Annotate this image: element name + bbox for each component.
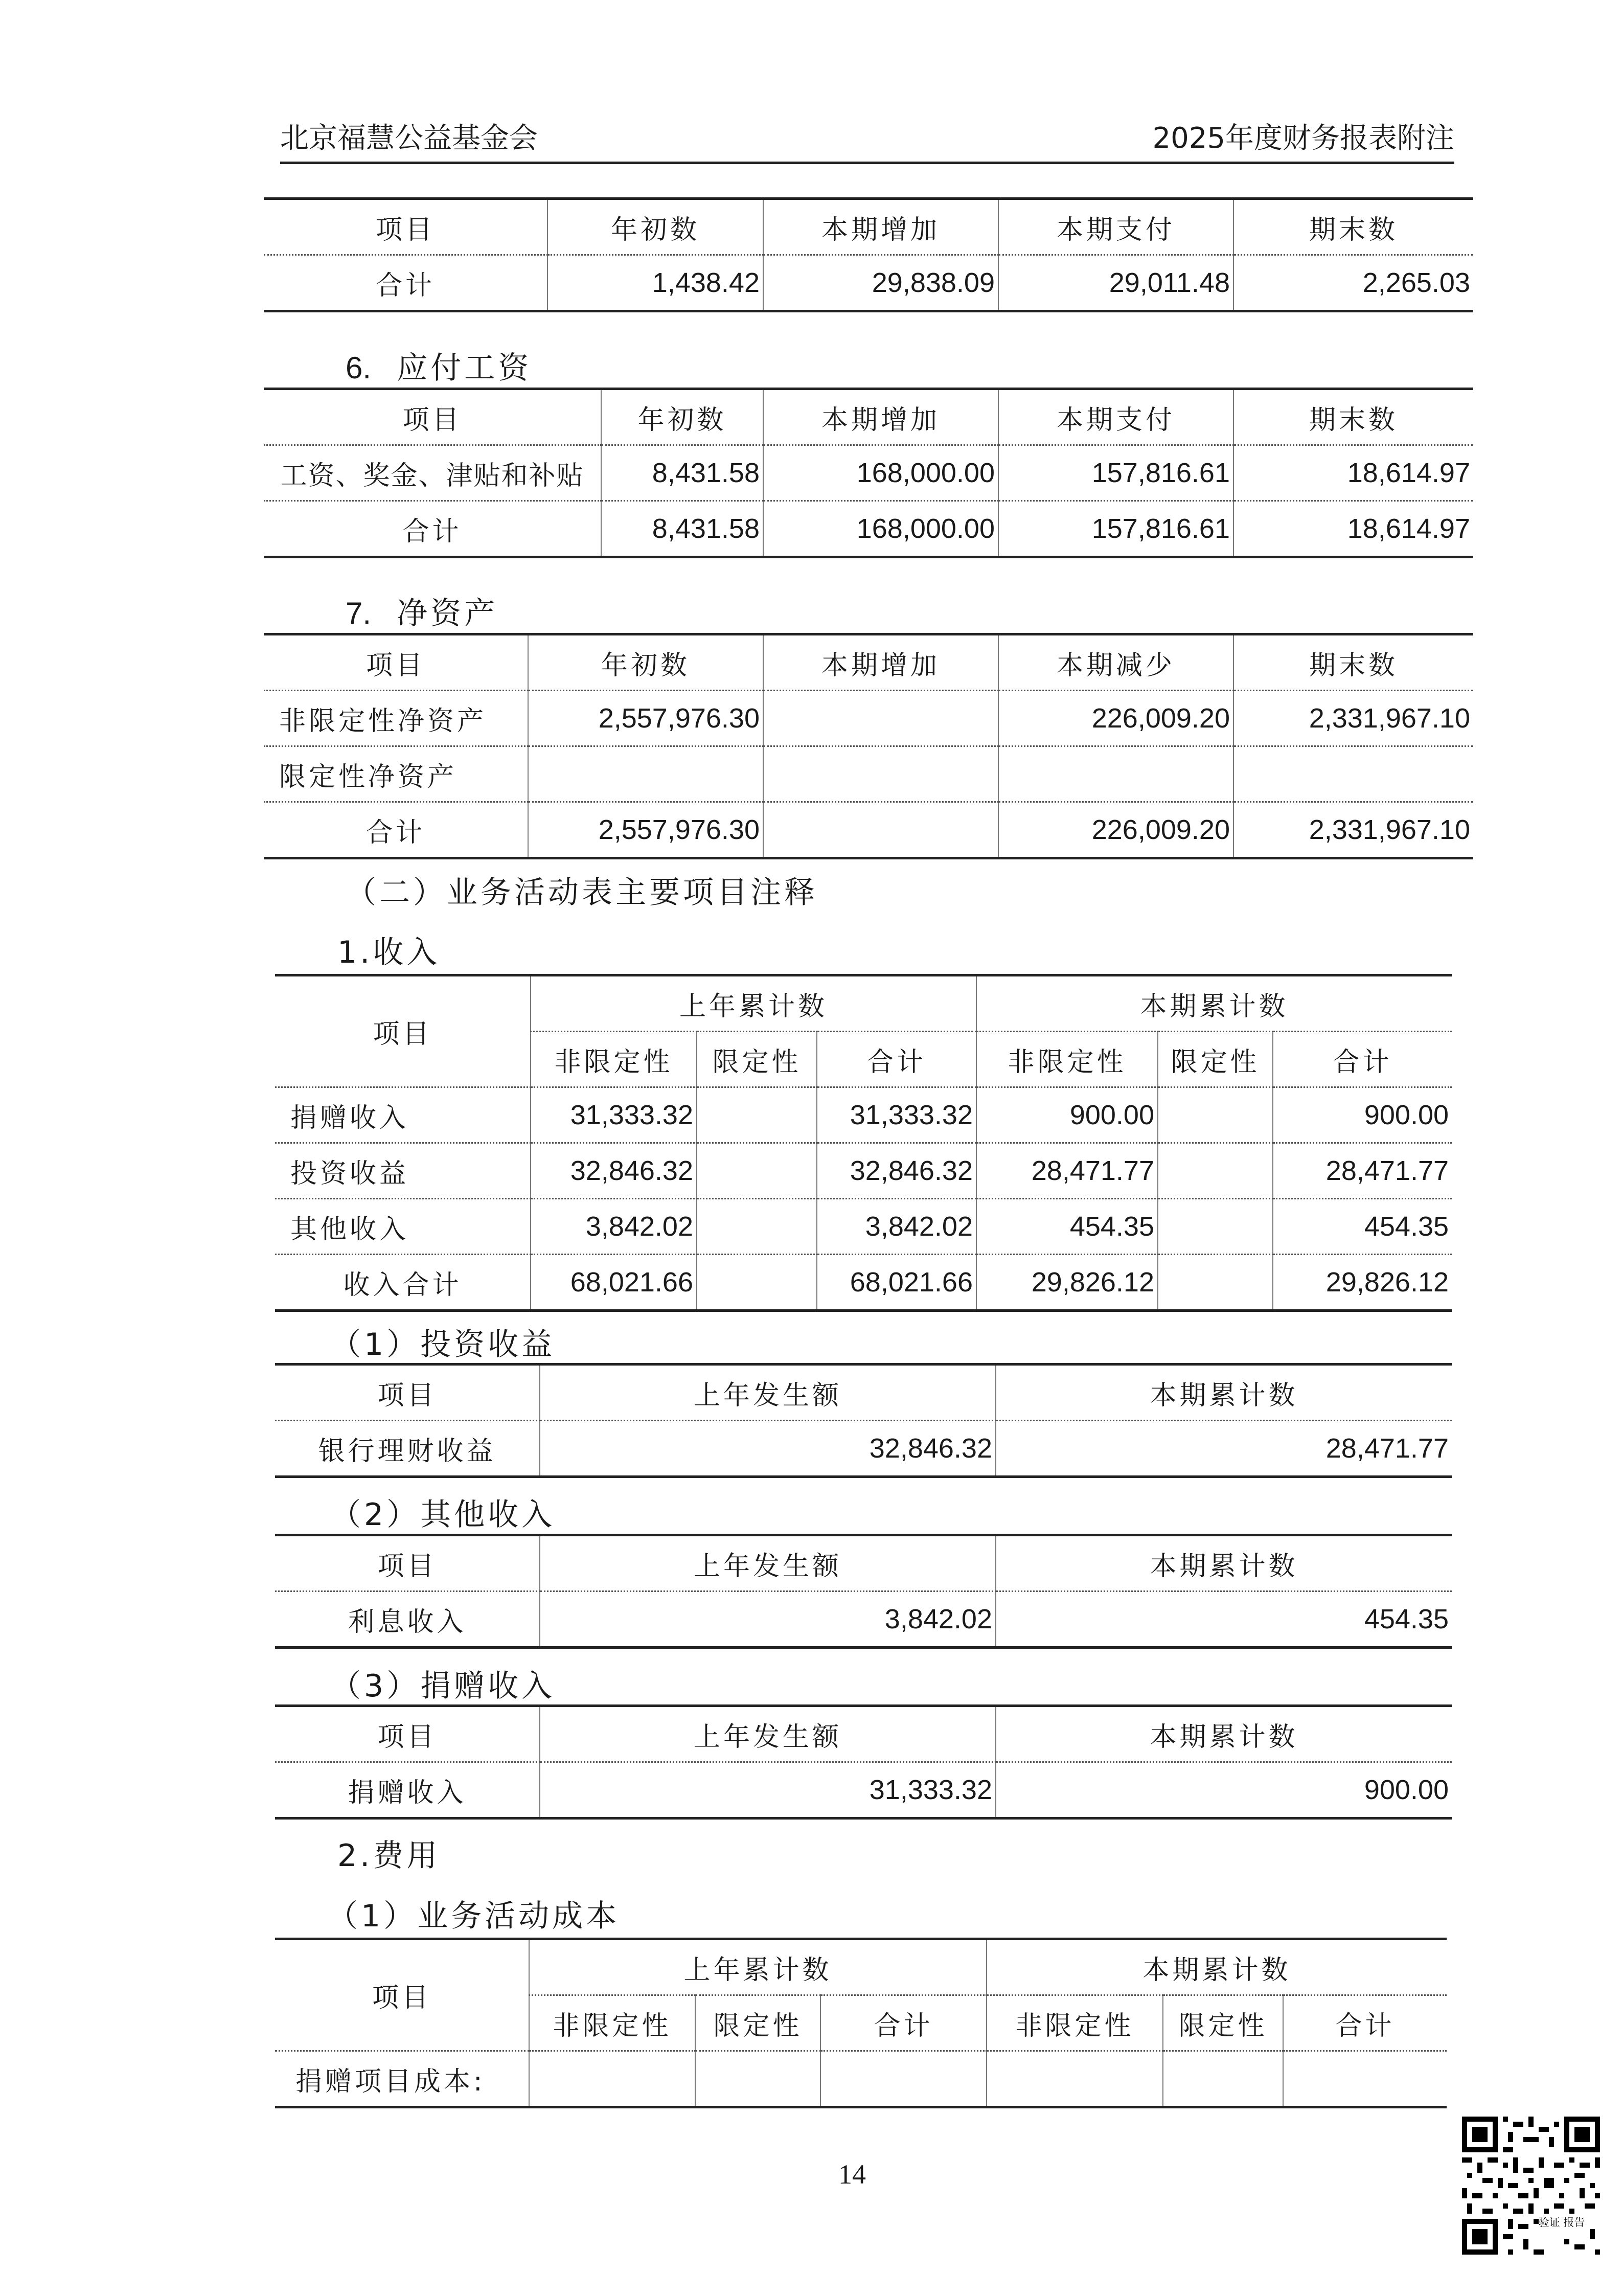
table-header-row — [264, 389, 1473, 445]
cell-value: 3,842.02 — [817, 1199, 976, 1255]
col-header: 上年发生额 — [540, 1706, 996, 1762]
cell-value: 68,021.66 — [817, 1255, 976, 1311]
col-header: 合计 — [1283, 1995, 1447, 2051]
cell-value — [697, 1143, 817, 1199]
cell-value — [529, 2051, 695, 2107]
cell-value — [763, 746, 998, 802]
cell-value: 2,331,967.10 — [1233, 802, 1473, 858]
table-row — [264, 255, 1473, 311]
cell-value: 29,826.12 — [1273, 1255, 1452, 1311]
col-header: 项目 — [264, 634, 528, 691]
cell-value — [528, 746, 763, 802]
org-name: 北京福慧公益基金会 — [280, 122, 538, 155]
cell-value: 900.00 — [976, 1087, 1158, 1143]
col-header: 年初数 — [547, 199, 763, 255]
row-label: 限定性净资产 — [264, 746, 528, 802]
col-group-prev-year: 上年累计数 — [529, 1939, 987, 1995]
table-header-row — [264, 199, 1473, 255]
col-header-item: 项目 — [275, 1939, 529, 2051]
cell-value: 29,011.48 — [998, 255, 1233, 311]
col-header: 本期支付 — [998, 389, 1233, 445]
cell-value: 226,009.20 — [998, 802, 1233, 858]
section-heading-expenses: 2.费用 — [337, 1838, 441, 1874]
cell-value — [820, 2051, 987, 2107]
cell-value — [697, 1199, 817, 1255]
table-row — [275, 1199, 1452, 1255]
cell-value — [998, 746, 1233, 802]
col-header: 非限定性 — [531, 1032, 697, 1087]
table-net-assets — [264, 633, 1473, 859]
cell-value: 32,846.32 — [817, 1143, 976, 1199]
table-row — [264, 691, 1473, 746]
col-header: 本期增加 — [763, 389, 998, 445]
subsection-heading-donation: （3）捐赠收入 — [330, 1668, 556, 1704]
cell-value: 157,816.61 — [998, 445, 1233, 501]
col-header: 上年发生额 — [540, 1365, 996, 1421]
table-income — [275, 974, 1452, 1312]
table-investment-income — [275, 1363, 1452, 1478]
cell-value: 32,846.32 — [531, 1143, 697, 1199]
cell-value: 454.35 — [976, 1199, 1158, 1255]
col-header: 年初数 — [528, 634, 763, 691]
col-header: 本期支付 — [998, 199, 1233, 255]
cell-value: 2,557,976.30 — [528, 802, 763, 858]
cell-value — [1163, 2051, 1283, 2107]
cell-value: 18,614.97 — [1233, 501, 1473, 557]
cell-value: 3,842.02 — [540, 1592, 996, 1648]
section-heading-6: 6. 应付工资 — [346, 350, 532, 386]
table-other-income — [275, 1534, 1452, 1649]
table-donation-income — [275, 1704, 1452, 1820]
row-label: 工资、奖金、津贴和补贴 — [264, 445, 601, 501]
col-group-current: 本期累计数 — [987, 1939, 1447, 1995]
cell-value: 8,431.58 — [601, 501, 763, 557]
table-row — [275, 2051, 1447, 2107]
table-row — [264, 746, 1473, 802]
cell-value: 28,471.77 — [976, 1143, 1158, 1199]
table-wages-payable — [264, 388, 1473, 558]
cell-value — [697, 1087, 817, 1143]
col-header: 非限定性 — [529, 1995, 695, 2051]
table-row — [264, 445, 1473, 501]
cell-value: 900.00 — [1273, 1087, 1452, 1143]
cell-value: 454.35 — [996, 1592, 1452, 1648]
row-label: 其他收入 — [275, 1199, 531, 1255]
cell-value — [1158, 1199, 1273, 1255]
col-header: 本期减少 — [998, 634, 1233, 691]
table-row — [275, 1762, 1452, 1818]
col-header: 本期增加 — [763, 634, 998, 691]
section-heading-7: 7. 净资产 — [346, 596, 498, 631]
cell-value — [1158, 1143, 1273, 1199]
cell-value: 31,333.32 — [817, 1087, 976, 1143]
col-header: 合计 — [817, 1032, 976, 1087]
cell-value — [1158, 1255, 1273, 1311]
cell-value: 8,431.58 — [601, 445, 763, 501]
cell-value: 900.00 — [996, 1762, 1452, 1818]
qr-label: 验证 报告 — [1538, 2216, 1585, 2229]
row-label: 捐赠收入 — [275, 1762, 540, 1818]
cell-value — [1283, 2051, 1447, 2107]
cell-value: 168,000.00 — [763, 445, 998, 501]
row-label: 银行理财收益 — [275, 1421, 540, 1477]
col-header: 限定性 — [695, 1995, 820, 2051]
row-label: 合计 — [264, 802, 528, 858]
table-row-total — [264, 802, 1473, 858]
table-row — [275, 1087, 1452, 1143]
col-header: 期末数 — [1233, 389, 1473, 445]
cell-value: 2,331,967.10 — [1233, 691, 1473, 746]
col-header: 限定性 — [697, 1032, 817, 1087]
col-header: 合计 — [820, 1995, 987, 2051]
cell-value: 31,333.32 — [531, 1087, 697, 1143]
col-header: 非限定性 — [976, 1032, 1158, 1087]
subsection-heading-investment: （1）投资收益 — [330, 1327, 556, 1362]
cell-value: 18,614.97 — [1233, 445, 1473, 501]
col-header: 本期累计数 — [996, 1365, 1452, 1421]
subsection-heading-other-income: （2）其他收入 — [330, 1497, 556, 1533]
section-heading-income: 1.收入 — [337, 935, 441, 970]
col-header: 本期累计数 — [996, 1535, 1452, 1592]
cell-value — [1233, 746, 1473, 802]
cell-value: 29,826.12 — [976, 1255, 1158, 1311]
col-header: 本期累计数 — [996, 1706, 1452, 1762]
col-header: 项目 — [275, 1706, 540, 1762]
table-header-row — [275, 1535, 1452, 1592]
row-label: 捐赠收入 — [275, 1087, 531, 1143]
cell-value: 2,557,976.30 — [528, 691, 763, 746]
cell-value: 29,838.09 — [763, 255, 998, 311]
col-header: 上年发生额 — [540, 1535, 996, 1592]
table-header-row — [275, 1365, 1452, 1421]
table-payable-continued — [264, 197, 1473, 312]
col-header: 项目 — [275, 1365, 540, 1421]
cell-value — [695, 2051, 820, 2107]
cell-value: 454.35 — [1273, 1199, 1452, 1255]
cell-value: 157,816.61 — [998, 501, 1233, 557]
cell-value: 28,471.77 — [996, 1421, 1452, 1477]
table-row — [275, 1143, 1452, 1199]
subsection-heading-business-cost: （1）业务活动成本 — [327, 1898, 620, 1934]
row-label: 投资收益 — [275, 1143, 531, 1199]
qr-code-icon[interactable] — [1462, 2117, 1600, 2255]
page-header — [280, 109, 1454, 164]
cell-value: 3,842.02 — [531, 1199, 697, 1255]
col-header: 非限定性 — [987, 1995, 1163, 2051]
table-row — [275, 1592, 1452, 1648]
table-group-header-row — [275, 975, 1452, 1032]
col-header: 期末数 — [1233, 199, 1473, 255]
col-header: 限定性 — [1158, 1032, 1273, 1087]
col-header-item: 项目 — [275, 975, 531, 1087]
table-row — [275, 1421, 1452, 1477]
cell-value: 32,846.32 — [540, 1421, 996, 1477]
cell-value: 1,438.42 — [547, 255, 763, 311]
cell-value — [1158, 1087, 1273, 1143]
cell-value: 226,009.20 — [998, 691, 1233, 746]
col-header: 合计 — [1273, 1032, 1452, 1087]
cell-value — [697, 1255, 817, 1311]
cell-value — [987, 2051, 1163, 2107]
cell-value: 168,000.00 — [763, 501, 998, 557]
row-label: 利息收入 — [275, 1592, 540, 1648]
col-group-prev-year: 上年累计数 — [531, 975, 976, 1032]
row-label: 合计 — [264, 255, 547, 311]
table-row-total — [264, 501, 1473, 557]
table-header-row — [264, 634, 1473, 691]
cell-value: 28,471.77 — [1273, 1143, 1452, 1199]
page-number: 14 — [838, 2159, 866, 2190]
row-label: 收入合计 — [275, 1255, 531, 1311]
table-header-row — [275, 1706, 1452, 1762]
cell-value: 68,021.66 — [531, 1255, 697, 1311]
table-row-total — [275, 1255, 1452, 1311]
table-group-header-row — [275, 1939, 1447, 1995]
cell-value — [763, 691, 998, 746]
col-header: 期末数 — [1233, 634, 1473, 691]
col-header: 年初数 — [601, 389, 763, 445]
row-label: 合计 — [264, 501, 601, 557]
col-header: 限定性 — [1163, 1995, 1283, 2051]
col-group-current: 本期累计数 — [976, 975, 1452, 1032]
cell-value: 31,333.32 — [540, 1762, 996, 1818]
col-header: 项目 — [264, 199, 547, 255]
cell-value: 2,265.03 — [1233, 255, 1473, 311]
row-label: 非限定性净资产 — [264, 691, 528, 746]
col-header: 本期增加 — [763, 199, 998, 255]
col-header: 项目 — [275, 1535, 540, 1592]
col-header: 项目 — [264, 389, 601, 445]
report-title: 2025年度财务报表附注 — [1152, 122, 1454, 155]
row-label: 捐赠项目成本: — [275, 2051, 529, 2107]
cell-value — [763, 802, 998, 858]
table-business-activity-cost — [275, 1938, 1447, 2108]
section-heading-activities: （二）业务活动表主要项目注释 — [346, 875, 818, 911]
